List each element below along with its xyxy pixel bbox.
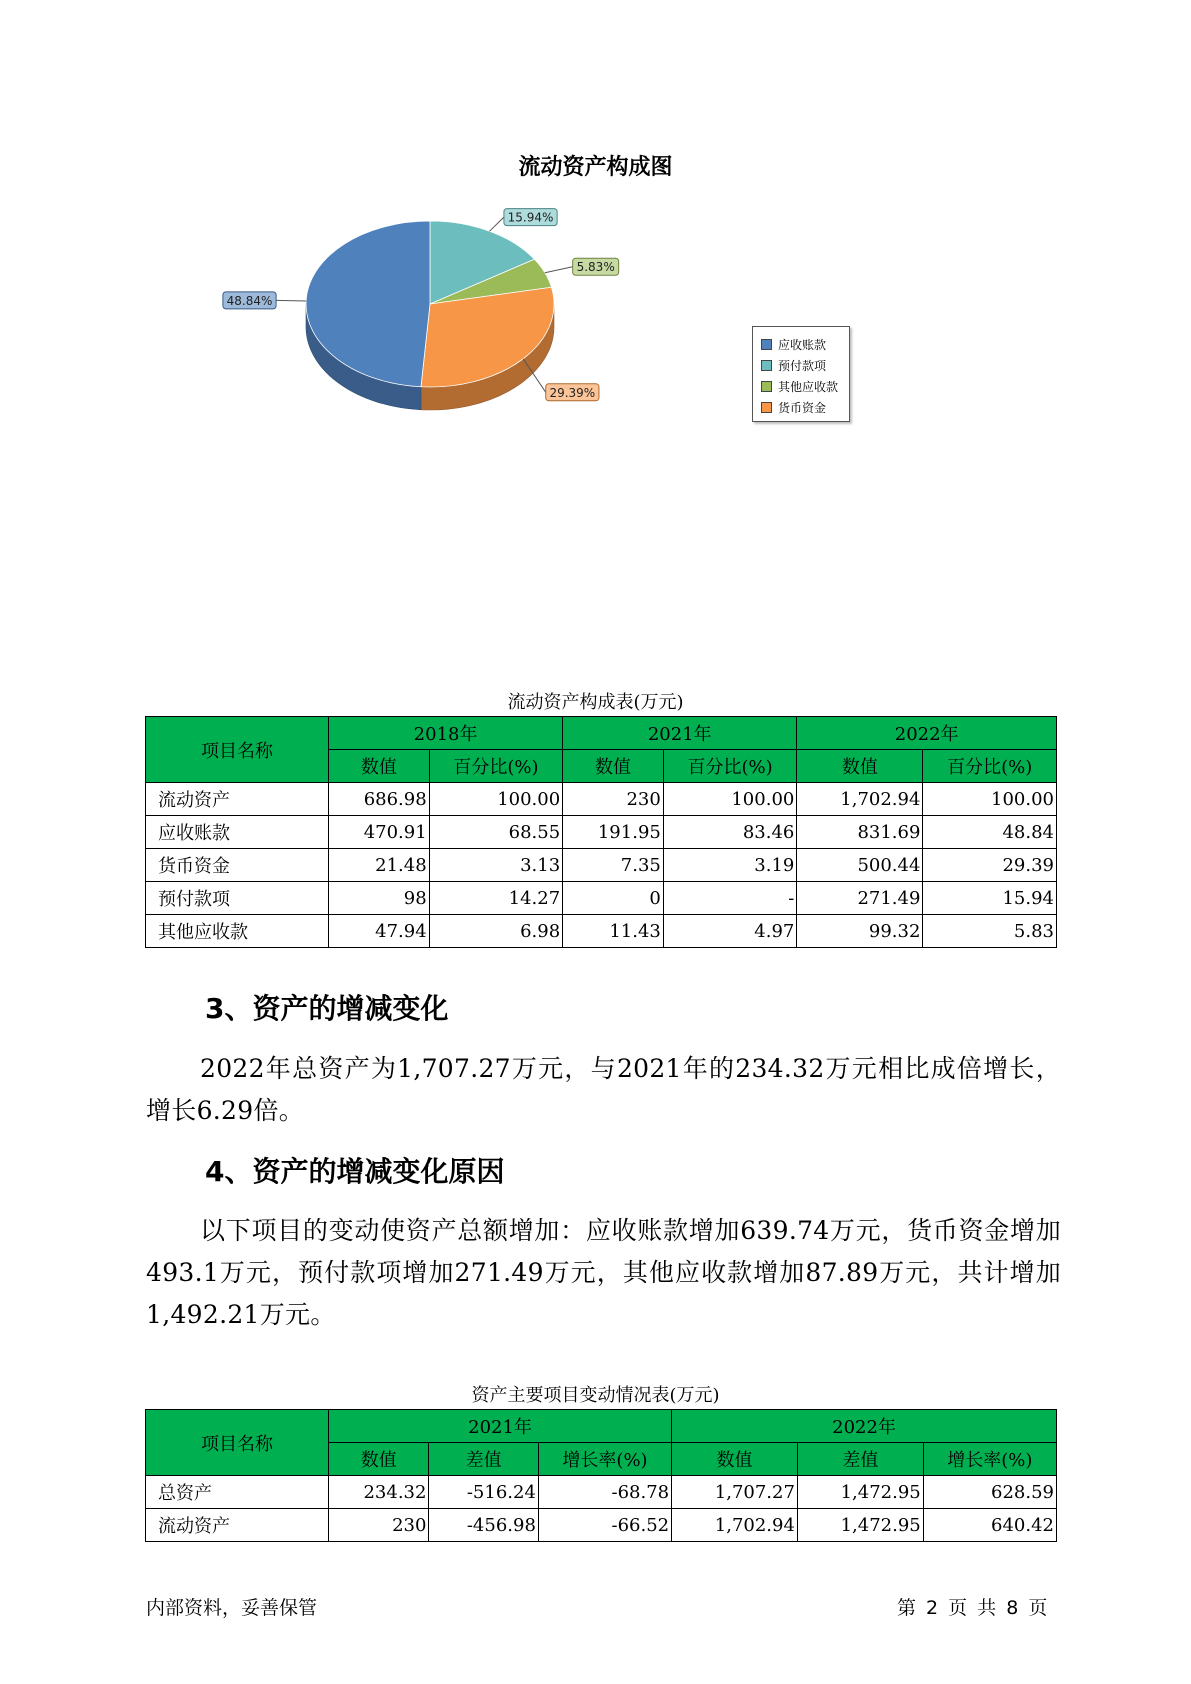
row-name: 流动资产: [146, 783, 329, 816]
cell: 230: [329, 1509, 429, 1542]
year-header: 2022年: [797, 717, 1057, 750]
sub-header: 差值: [797, 1443, 923, 1476]
cell: 29.39: [923, 849, 1057, 882]
cell: 234.32: [329, 1476, 429, 1509]
sub-header: 数值: [672, 1443, 798, 1476]
pie-data-label: 48.84%: [226, 293, 273, 308]
cell: 271.49: [797, 882, 923, 915]
row-name: 总资产: [146, 1476, 329, 1509]
legend-label: 应收账款: [778, 338, 827, 352]
row-name: 货币资金: [146, 849, 329, 882]
table-row: [146, 849, 1057, 882]
row-name: 其他应收款: [146, 915, 329, 948]
row-name: 流动资产: [146, 1509, 329, 1542]
pie-data-label: 5.83%: [576, 260, 615, 275]
legend-item-other-receivables: [753, 377, 849, 396]
sub-header: 百分比(%): [923, 750, 1057, 783]
name-header: 项目名称: [146, 1410, 329, 1476]
cell: -68.78: [538, 1476, 671, 1509]
footer-page-number: 第 2 页 共 8 页: [897, 1597, 1048, 1619]
cell: 100.00: [429, 783, 563, 816]
year-header: 2022年: [672, 1410, 1057, 1443]
legend-label: 其他应收款: [778, 380, 839, 394]
section3-paragraph: 2022年总资产为1,707.27万元，与2021年的234.32万元相比成倍增长，增长6.29倍。: [146, 1054, 1061, 1125]
cell: 3.13: [429, 849, 563, 882]
name-header: 项目名称: [146, 717, 329, 783]
sub-header: 数值: [563, 750, 664, 783]
cell: 191.95: [563, 816, 664, 849]
cell: 98: [329, 882, 430, 915]
legend-label: 货币资金: [778, 401, 827, 415]
current-assets-table: [145, 716, 1057, 948]
sub-header: 差值: [429, 1443, 538, 1476]
cell: 1,472.95: [797, 1509, 923, 1542]
legend-swatch: [761, 339, 772, 350]
pie-leader-line: [276, 300, 306, 301]
pie-data-label: 15.94%: [507, 210, 554, 225]
sub-header: 百分比(%): [429, 750, 563, 783]
legend-swatch: [761, 381, 772, 392]
sub-header: 数值: [797, 750, 923, 783]
cell: 640.42: [923, 1509, 1056, 1542]
sub-header: 增长率(%): [923, 1443, 1056, 1476]
year-header: 2021年: [329, 1410, 672, 1443]
cell: -66.52: [538, 1509, 671, 1542]
cell: 470.91: [329, 816, 430, 849]
pie-leader-line: [490, 217, 504, 231]
cell: 500.44: [797, 849, 923, 882]
cell: 4.97: [663, 915, 797, 948]
sub-header: 增长率(%): [538, 1443, 671, 1476]
sub-header: 百分比(%): [663, 750, 797, 783]
cell: 0: [563, 882, 664, 915]
table-row: [146, 816, 1057, 849]
table2-caption: 资产主要项目变动情况表(万元): [471, 1385, 720, 1406]
cell: 5.83: [923, 915, 1057, 948]
sub-header: 数值: [329, 1443, 429, 1476]
pie-data-label: 29.39%: [549, 385, 596, 400]
cell: 1,707.27: [672, 1476, 798, 1509]
section4-heading: 4、资产的增减变化原因: [205, 1155, 505, 1188]
cell: 686.98: [329, 783, 430, 816]
cell: 100.00: [923, 783, 1057, 816]
sub-header: 数值: [329, 750, 430, 783]
chart-title: 流动资产构成图: [518, 155, 673, 180]
legend-label: 预付款项: [778, 359, 827, 373]
year-header: 2021年: [563, 717, 797, 750]
table-row: [146, 882, 1057, 915]
cell: 3.19: [663, 849, 797, 882]
cell: 230: [563, 783, 664, 816]
cell: 68.55: [429, 816, 563, 849]
table-row: [146, 915, 1057, 948]
section4-paragraph: 以下项目的变动使资产总额增加：应收账款增加639.74万元，货币资金增加493.1万元，预付款项增加271.49万元，其他应收款增加87.89万元，共计增加1,492.21万元。: [146, 1216, 1061, 1329]
cell: 1,702.94: [797, 783, 923, 816]
asset-change-table: [145, 1409, 1057, 1542]
cell: 14.27: [429, 882, 563, 915]
legend-item-accounts-receivable: [753, 335, 849, 354]
chart-legend: [752, 326, 850, 422]
legend-swatch: [761, 360, 772, 371]
row-name: 应收账款: [146, 816, 329, 849]
cell: 83.46: [663, 816, 797, 849]
cell: 7.35: [563, 849, 664, 882]
cell: 1,702.94: [672, 1509, 798, 1542]
cell: 831.69: [797, 816, 923, 849]
pie-chart: [200, 200, 620, 440]
legend-item-prepayments: [753, 356, 849, 375]
cell: 100.00: [663, 783, 797, 816]
table-row: [146, 783, 1057, 816]
footer-confidential: 内部资料，妥善保管: [146, 1597, 318, 1619]
table1-caption: 流动资产构成表(万元): [507, 692, 684, 713]
section3-heading: 3、资产的增减变化: [205, 992, 449, 1025]
cell: -: [663, 882, 797, 915]
row-name: 预付款项: [146, 882, 329, 915]
cell: 48.84: [923, 816, 1057, 849]
year-header: 2018年: [329, 717, 563, 750]
cell: 15.94: [923, 882, 1057, 915]
cell: 11.43: [563, 915, 664, 948]
cell: 21.48: [329, 849, 430, 882]
cell: -456.98: [429, 1509, 538, 1542]
cell: 6.98: [429, 915, 563, 948]
cell: 628.59: [923, 1476, 1056, 1509]
table-row: [146, 1476, 1057, 1509]
cell: 99.32: [797, 915, 923, 948]
legend-swatch: [761, 402, 772, 413]
pie-leader-line: [545, 267, 573, 273]
legend-item-cash: [753, 398, 849, 417]
cell: -516.24: [429, 1476, 538, 1509]
cell: 1,472.95: [797, 1476, 923, 1509]
cell: 47.94: [329, 915, 430, 948]
table-row: [146, 1509, 1057, 1542]
